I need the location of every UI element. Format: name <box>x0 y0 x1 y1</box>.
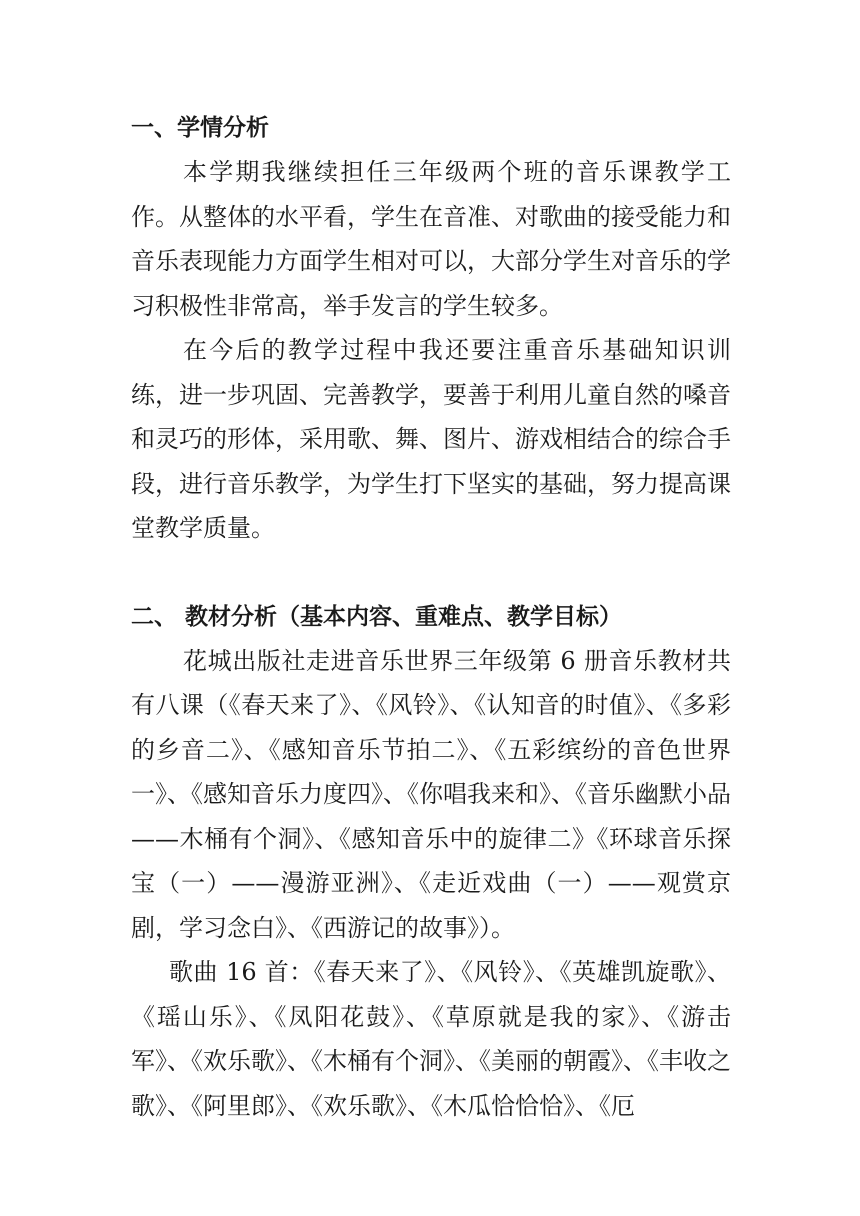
section-heading-textbook-analysis: 二、 教材分析（基本内容、重难点、教学目标） <box>131 603 623 630</box>
paragraph-class-overview: 本学期我继续担任三年级两个班的音乐课教学工作。从整体的水平看，学生在音准、对歌曲的接受能力和音乐表现能力方面学生相对可以，大部分学生对音乐的学习积极性非常高，举手发言的学生较多。 <box>131 158 731 320</box>
paragraph-textbook-lessons: 花城出版社走进音乐世界三年级第 6 册音乐教材共有八课（《春天来了》、《风铃》、《认知音的时值》、《多彩的乡音二》、《感知音乐节拍二》、《五彩缤纷的音色世界一》、《感知音乐力度四》、《你唱我来和》、《音乐幽默小品——木桶有个洞》、《感知音乐中的旋律二》《环球音乐探宝（一）——漫游亚洲》、《走近戏曲（一）——观赏京剧，学习念白》、《西游记的故事》）。 <box>131 646 731 942</box>
paragraph-song-list: 歌曲 16 首：《春天来了》、《风铃》、《英雄凯旋歌》、《瑶山乐》、《凤阳花鼓》、《草原就是我的家》、《游击军》、《欢乐歌》、《木桶有个洞》、《美丽的朝霞》、《丰收之歌》、《阿里郎》、《欢乐歌》、《木瓜恰恰恰》、《厄 <box>131 958 731 1120</box>
section-spacer <box>131 551 731 595</box>
paragraph-teaching-plan: 在今后的教学过程中我还要注重音乐基础知识训练，进一步巩固、完善教学，要善于利用儿童自然的嗓音和灵巧的形体，采用歌、舞、图片、游戏相结合的综合手段，进行音乐教学，为学生打下坚实的基础，努力提高课堂教学质量。 <box>131 336 731 542</box>
document-body <box>131 106 731 1128</box>
section-heading-learning-analysis: 一、学情分析 <box>131 115 269 141</box>
